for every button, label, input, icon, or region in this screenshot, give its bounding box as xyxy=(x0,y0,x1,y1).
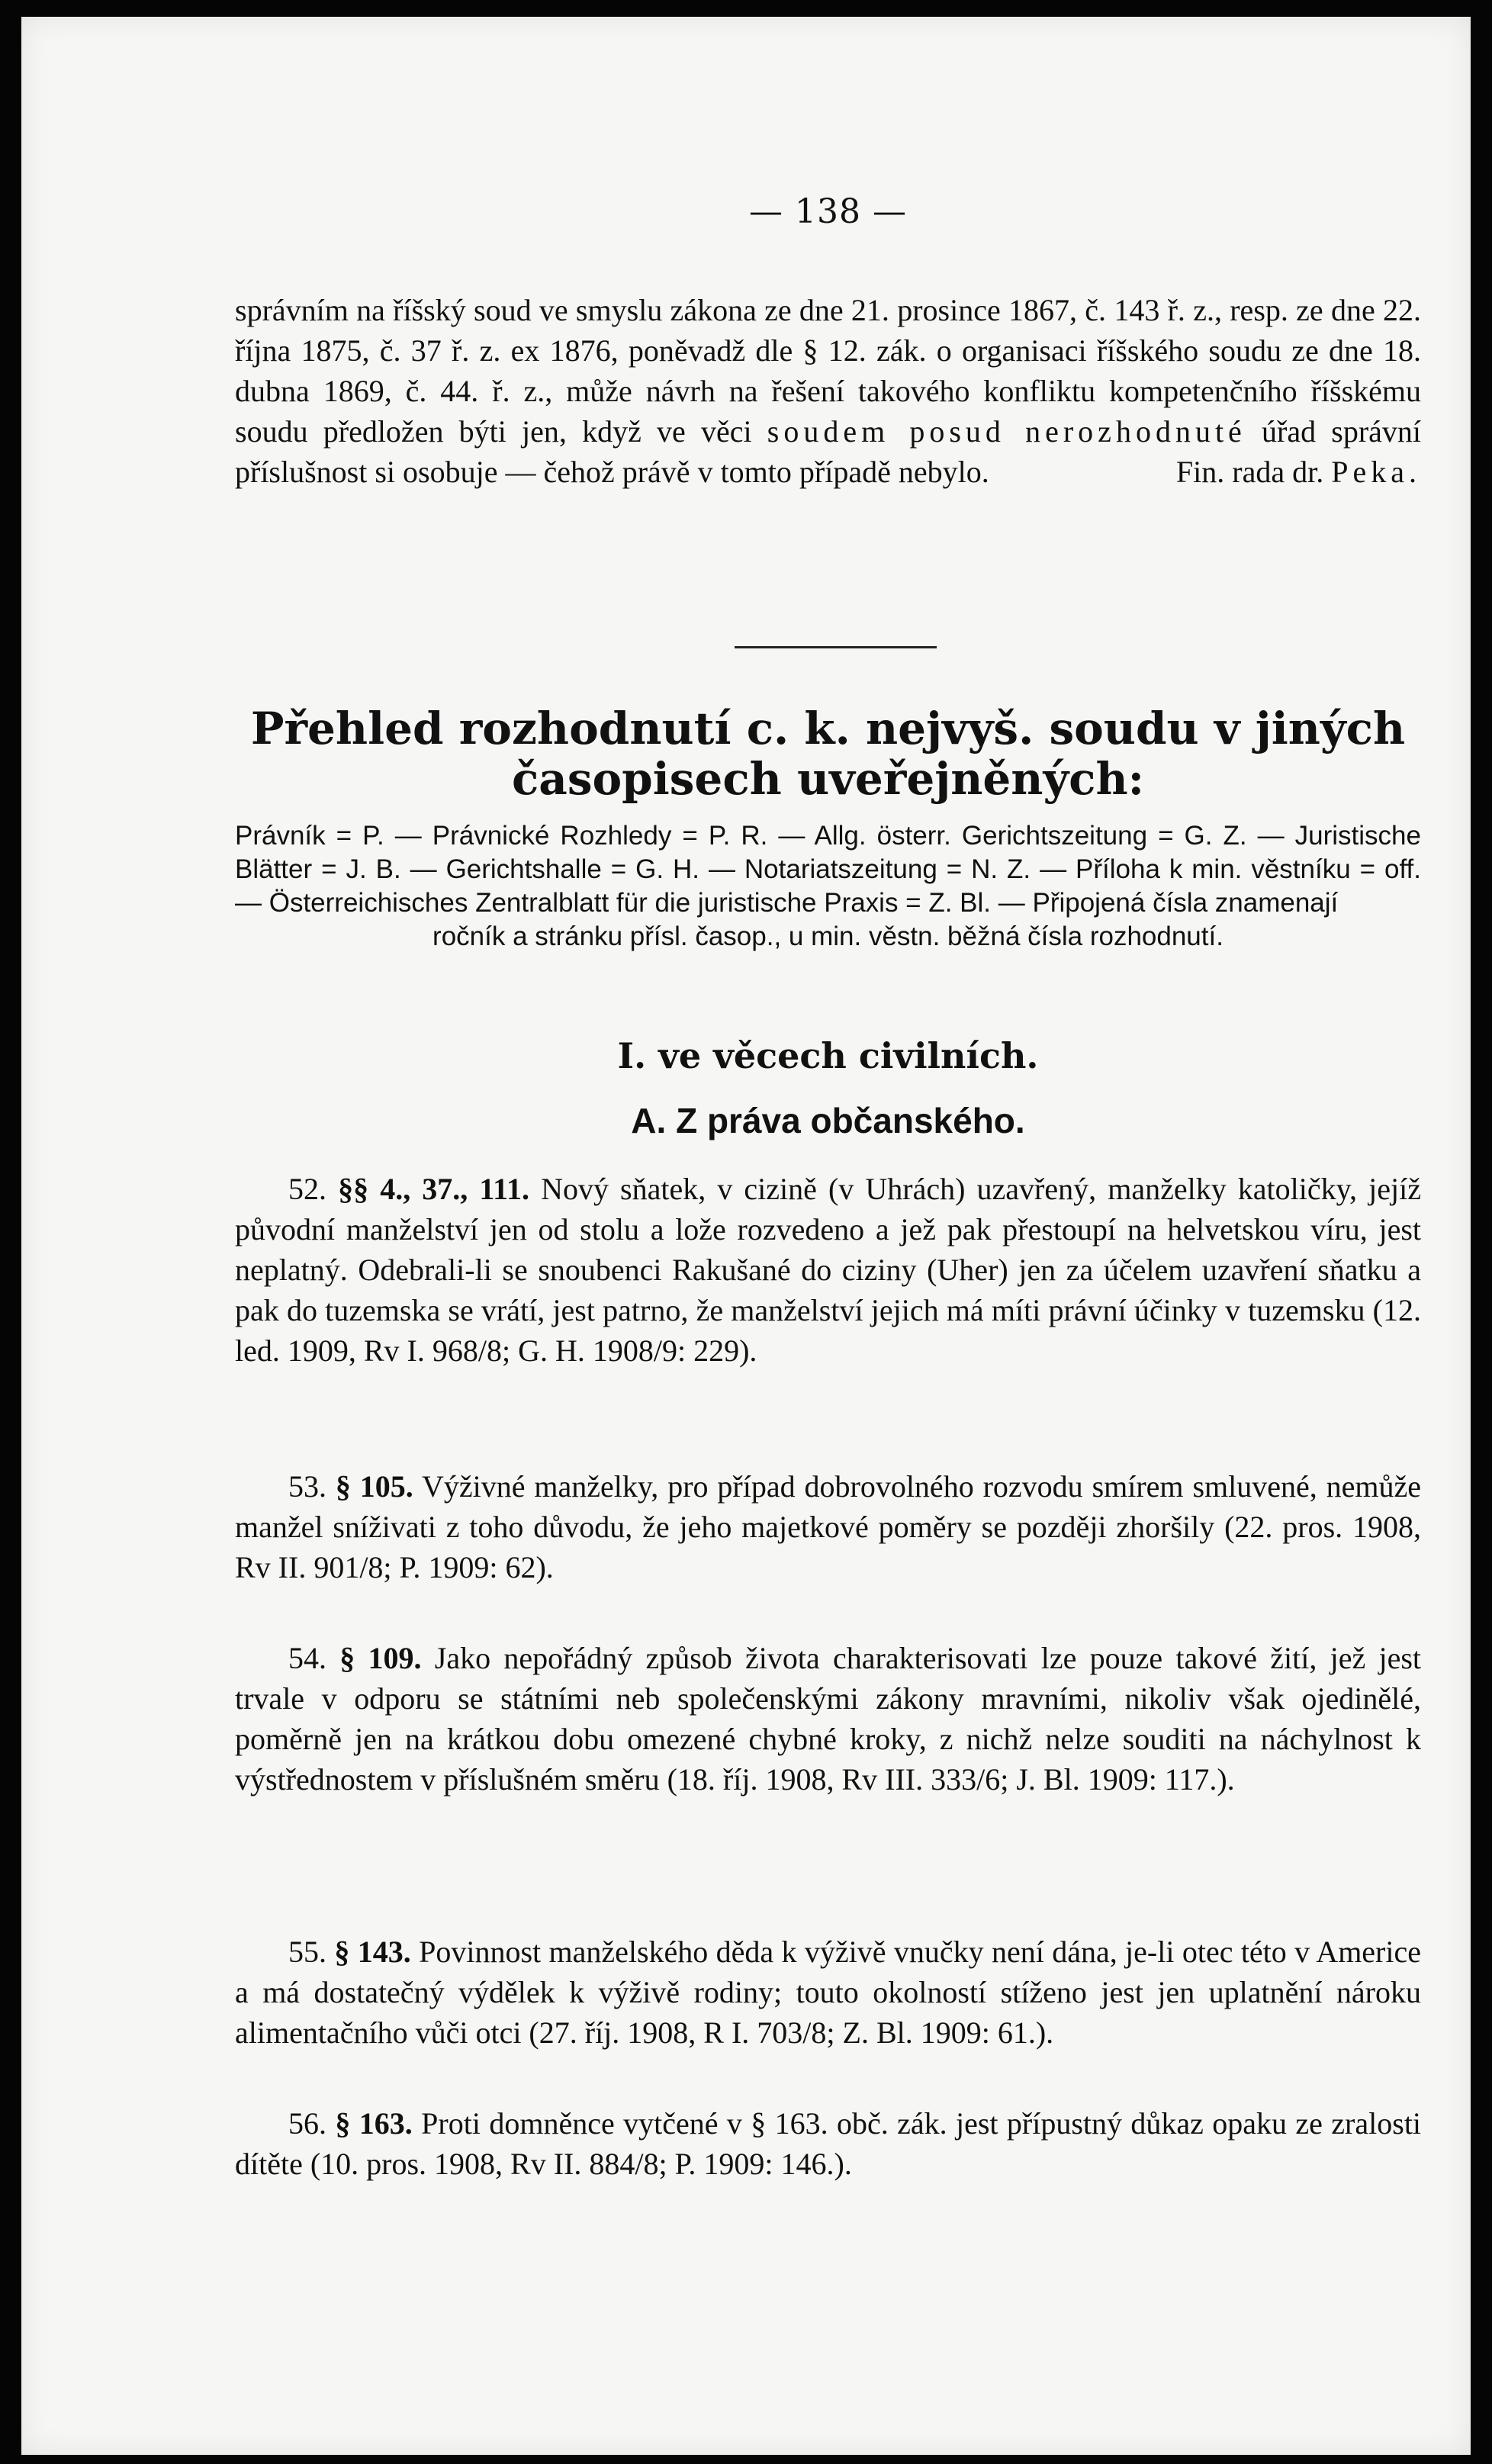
section-civil-law-prefix: A. xyxy=(631,1101,677,1140)
entry-reference: § 163. xyxy=(335,2106,413,2141)
entry-number: 53. xyxy=(288,1469,326,1504)
entry-text: Nový sňatek, v cizině (v Uhrách) uzavřený, manželky katoličky, jejíž původní manželství jen od stolu a lože rozvedeno a jež pak přestoupí na helvetskou víru, jest neplatný. Odebrali-li se snoubenci Rakušané do ciziny (Uher) jen za účelem uzavření sňatku a pak do tuzemska se vrátí, jest patrno, že manželství jejich má míti právní účinky v tuzemsku (12. led. 1909, Rv I. 968/8; G. H. 1908/9: 229). xyxy=(235,1172,1421,1368)
entry-number: 52. xyxy=(288,1172,326,1206)
document-page xyxy=(21,17,1471,2455)
entry-reference: § 143. xyxy=(334,1935,411,1969)
entry-number: 54. xyxy=(288,1641,326,1675)
section-civil-law-title: Z práva občanského. xyxy=(676,1101,1025,1140)
intro-paragraph xyxy=(235,290,1421,492)
entry-reference: §§ 4., 37., 111. xyxy=(338,1172,529,1206)
overview-heading-line1: Přehled rozhodnutí c. k. nejvyš. soudu v jiných xyxy=(250,703,1406,754)
entry-56 xyxy=(235,2103,1421,2184)
intro-text-end: úřad správní příslušnost si osobuje — čehož právě v tomto případě nebylo. xyxy=(235,414,1422,489)
signature-name: Peka. xyxy=(1331,455,1421,489)
page-number: — 138 — xyxy=(749,192,907,231)
signature xyxy=(1176,452,1421,492)
section-civil-law xyxy=(235,1100,1421,1141)
intro-text-start: správním na říšský soud ve smyslu zákona ze dne 21. prosince 1867, č. 143 ř. z., resp. ze dne 22. října 1875, č. 37 ř. z. ex 1876, poněvadž dle § 12. zák. o organisaci říšského soudu ze dne 18. dubna 1869, č. 44. ř. z., může návrh na řešení takového konfliktu kompetenčního říšskému soudu předložen býti jen, když ve věci xyxy=(235,293,1421,449)
overview-heading xyxy=(235,703,1421,804)
signature-prefix: Fin. rada dr. xyxy=(1175,455,1332,489)
entry-number: 56. xyxy=(288,2106,326,2141)
intro-spaced-text: soudem posud nerozhodnuté xyxy=(767,414,1246,449)
entry-53 xyxy=(235,1466,1421,1587)
section-civil-matters: I. ve věcech civilních. xyxy=(617,1035,1039,1076)
entry-number: 55. xyxy=(288,1935,326,1969)
entry-55 xyxy=(235,1932,1421,2053)
entry-54 xyxy=(235,1638,1421,1800)
overview-heading-line2: časopisech uveřejněných: xyxy=(511,753,1145,805)
abbreviations-legend xyxy=(235,819,1421,954)
entry-text: Proti domněnce vytčené v § 163. obč. zák. jest přípustný důkaz opaku ze zralosti dítěte (10. pros. 1908, Rv II. 884/8; P. 1909: 146.). xyxy=(235,2106,1422,2181)
abbreviations-last-line: ročník a stránku přísl. časop., u min. věstn. běžná čísla rozhodnutí. xyxy=(432,922,1224,951)
entry-text: Povinnost manželského děda k výživě vnučky není dána, je-li otec této v Americe a má dostatečný výdělek k výživě rodiny; touto okolností stíženo jest jen uplatnění nároku alimentačního vůči otci (27. říj. 1908, R I. 703/8; Z. Bl. 1909: 61.). xyxy=(235,1935,1421,2050)
section-divider xyxy=(735,646,937,648)
entry-reference: § 105. xyxy=(335,1469,413,1504)
entry-text: Výživné manželky, pro případ dobrovolného rozvodu smírem smluvené, nemůže manžel sníživati z toho důvodu, že jeho majetkové poměry se později zhoršily (22. pros. 1908, Rv II. 901/8; P. 1909: 62). xyxy=(235,1469,1422,1584)
entry-52 xyxy=(235,1169,1421,1371)
entry-text: Jako nepořádný způsob života charakterisovati lze pouze takové žití, jež jest trvale v odporu se státními neb společenskými zákony mravními, nikoliv však ojedinělé, poměrně jen na krátkou dobu omezené chybné kroky, z nichž nelze souditi na náchylnost k výstřednostem v příslušném směru (18. říj. 1908, Rv III. 333/6; J. Bl. 1909: 117.). xyxy=(235,1641,1422,1797)
entry-reference: § 109. xyxy=(339,1641,422,1675)
abbreviations-text: Právník = P. — Právnické Rozhledy = P. R. — Allg. österr. Gerichtszeitung = G. Z. — Juristische Blätter = J. B. — Gerichtshalle = G. H. — Notariatszeitung = N. Z. — Příloha k min. věstníku = off. — Österreichisches Zentralblatt für die juristische Praxis = Z. Bl. — Připojená čísla znamenají xyxy=(235,821,1421,918)
